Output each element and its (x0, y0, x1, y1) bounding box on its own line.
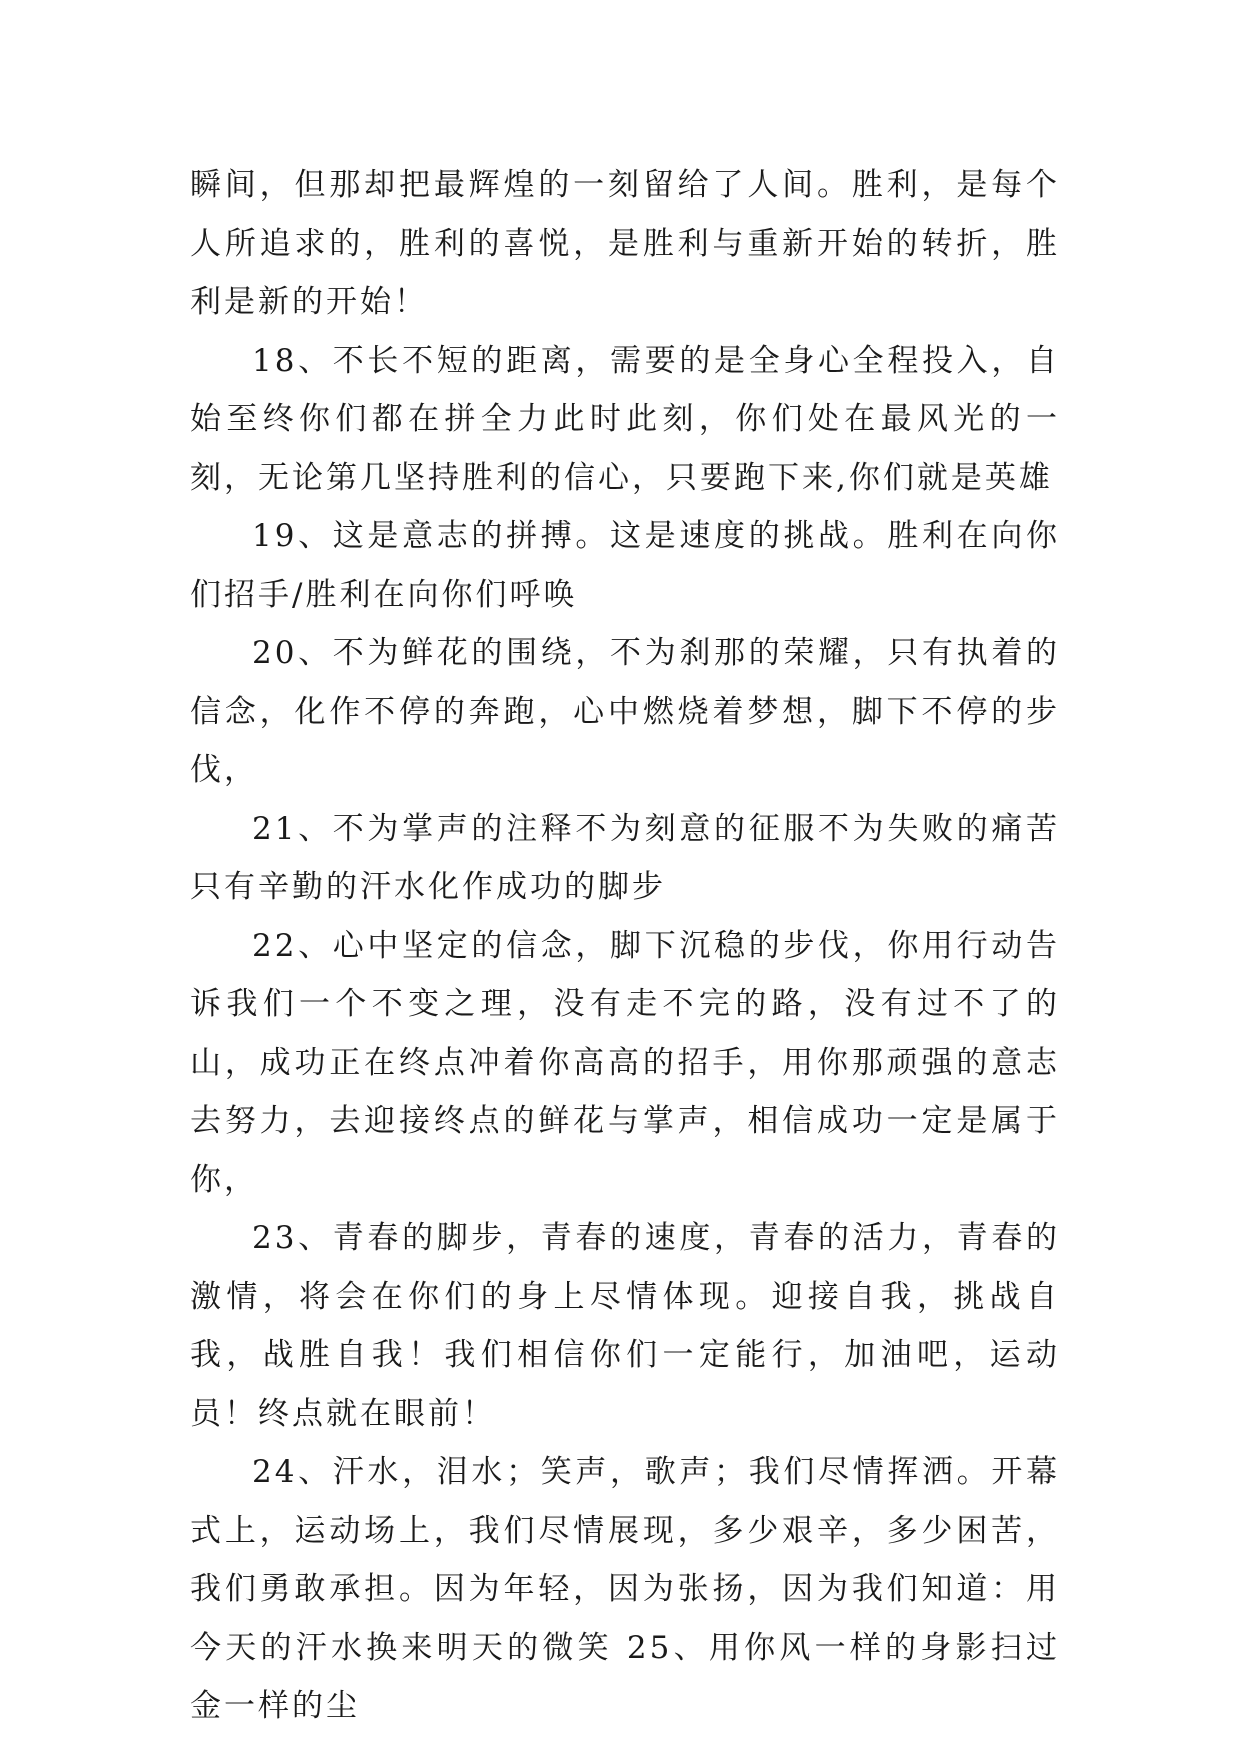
paragraph-18: 18、不长不短的距离，需要的是全身心全程投入，自始至终你们都在拼全力此时此刻，你们处在最风光的一刻，无论第几坚持胜利的信心，只要跑下来,你们就是英雄 (190, 342, 1060, 496)
paragraph-continuation: 瞬间，但那却把最辉煌的一刻留给了人间。胜利，是每个人所追求的，胜利的喜悦，是胜利与重新开始的转折，胜利是新的开始！ (190, 167, 1060, 320)
paragraph-23: 23、青春的脚步，青春的速度，青春的活力，青春的激情，将会在你们的身上尽情体现。迎接自我，挑战自我，战胜自我！我们相信你们一定能行，加油吧，运动员！终点就在眼前！ (190, 1220, 1060, 1432)
paragraph-24: 24、汗水，泪水；笑声，歌声；我们尽情挥洒。开幕式上，运动场上，我们尽情展现，多少艰辛，多少困苦，我们勇敢承担。因为年轻，因为张扬，因为我们知道：用今天的汗水换来明天的微笑 25、用你风一样的身影扫过金一样的尘 (190, 1454, 1060, 1724)
paragraph-21: 21、不为掌声的注释不为刻意的征服不为失败的痛苦只有辛勤的汗水化作成功的脚步 (190, 810, 1060, 905)
paragraph-20: 20、不为鲜花的围绕，不为刹那的荣耀，只有执着的信念，化作不停的奔跑，心中燃烧着梦想，脚下不停的步伐， (190, 635, 1060, 788)
paragraph-22: 22、心中坚定的信念，脚下沉稳的步伐，你用行动告诉我们一个不变之理，没有走不完的路，没有过不了的山，成功正在终点冲着你高高的招手，用你那顽强的意志去努力，去迎接终点的鲜花与掌声，相信成功一定是属于你， (190, 927, 1060, 1198)
document-body (190, 156, 1060, 1736)
paragraph-19: 19、这是意志的拼搏。这是速度的挑战。胜利在向你们招手/胜利在向你们呼唤 (190, 518, 1060, 613)
